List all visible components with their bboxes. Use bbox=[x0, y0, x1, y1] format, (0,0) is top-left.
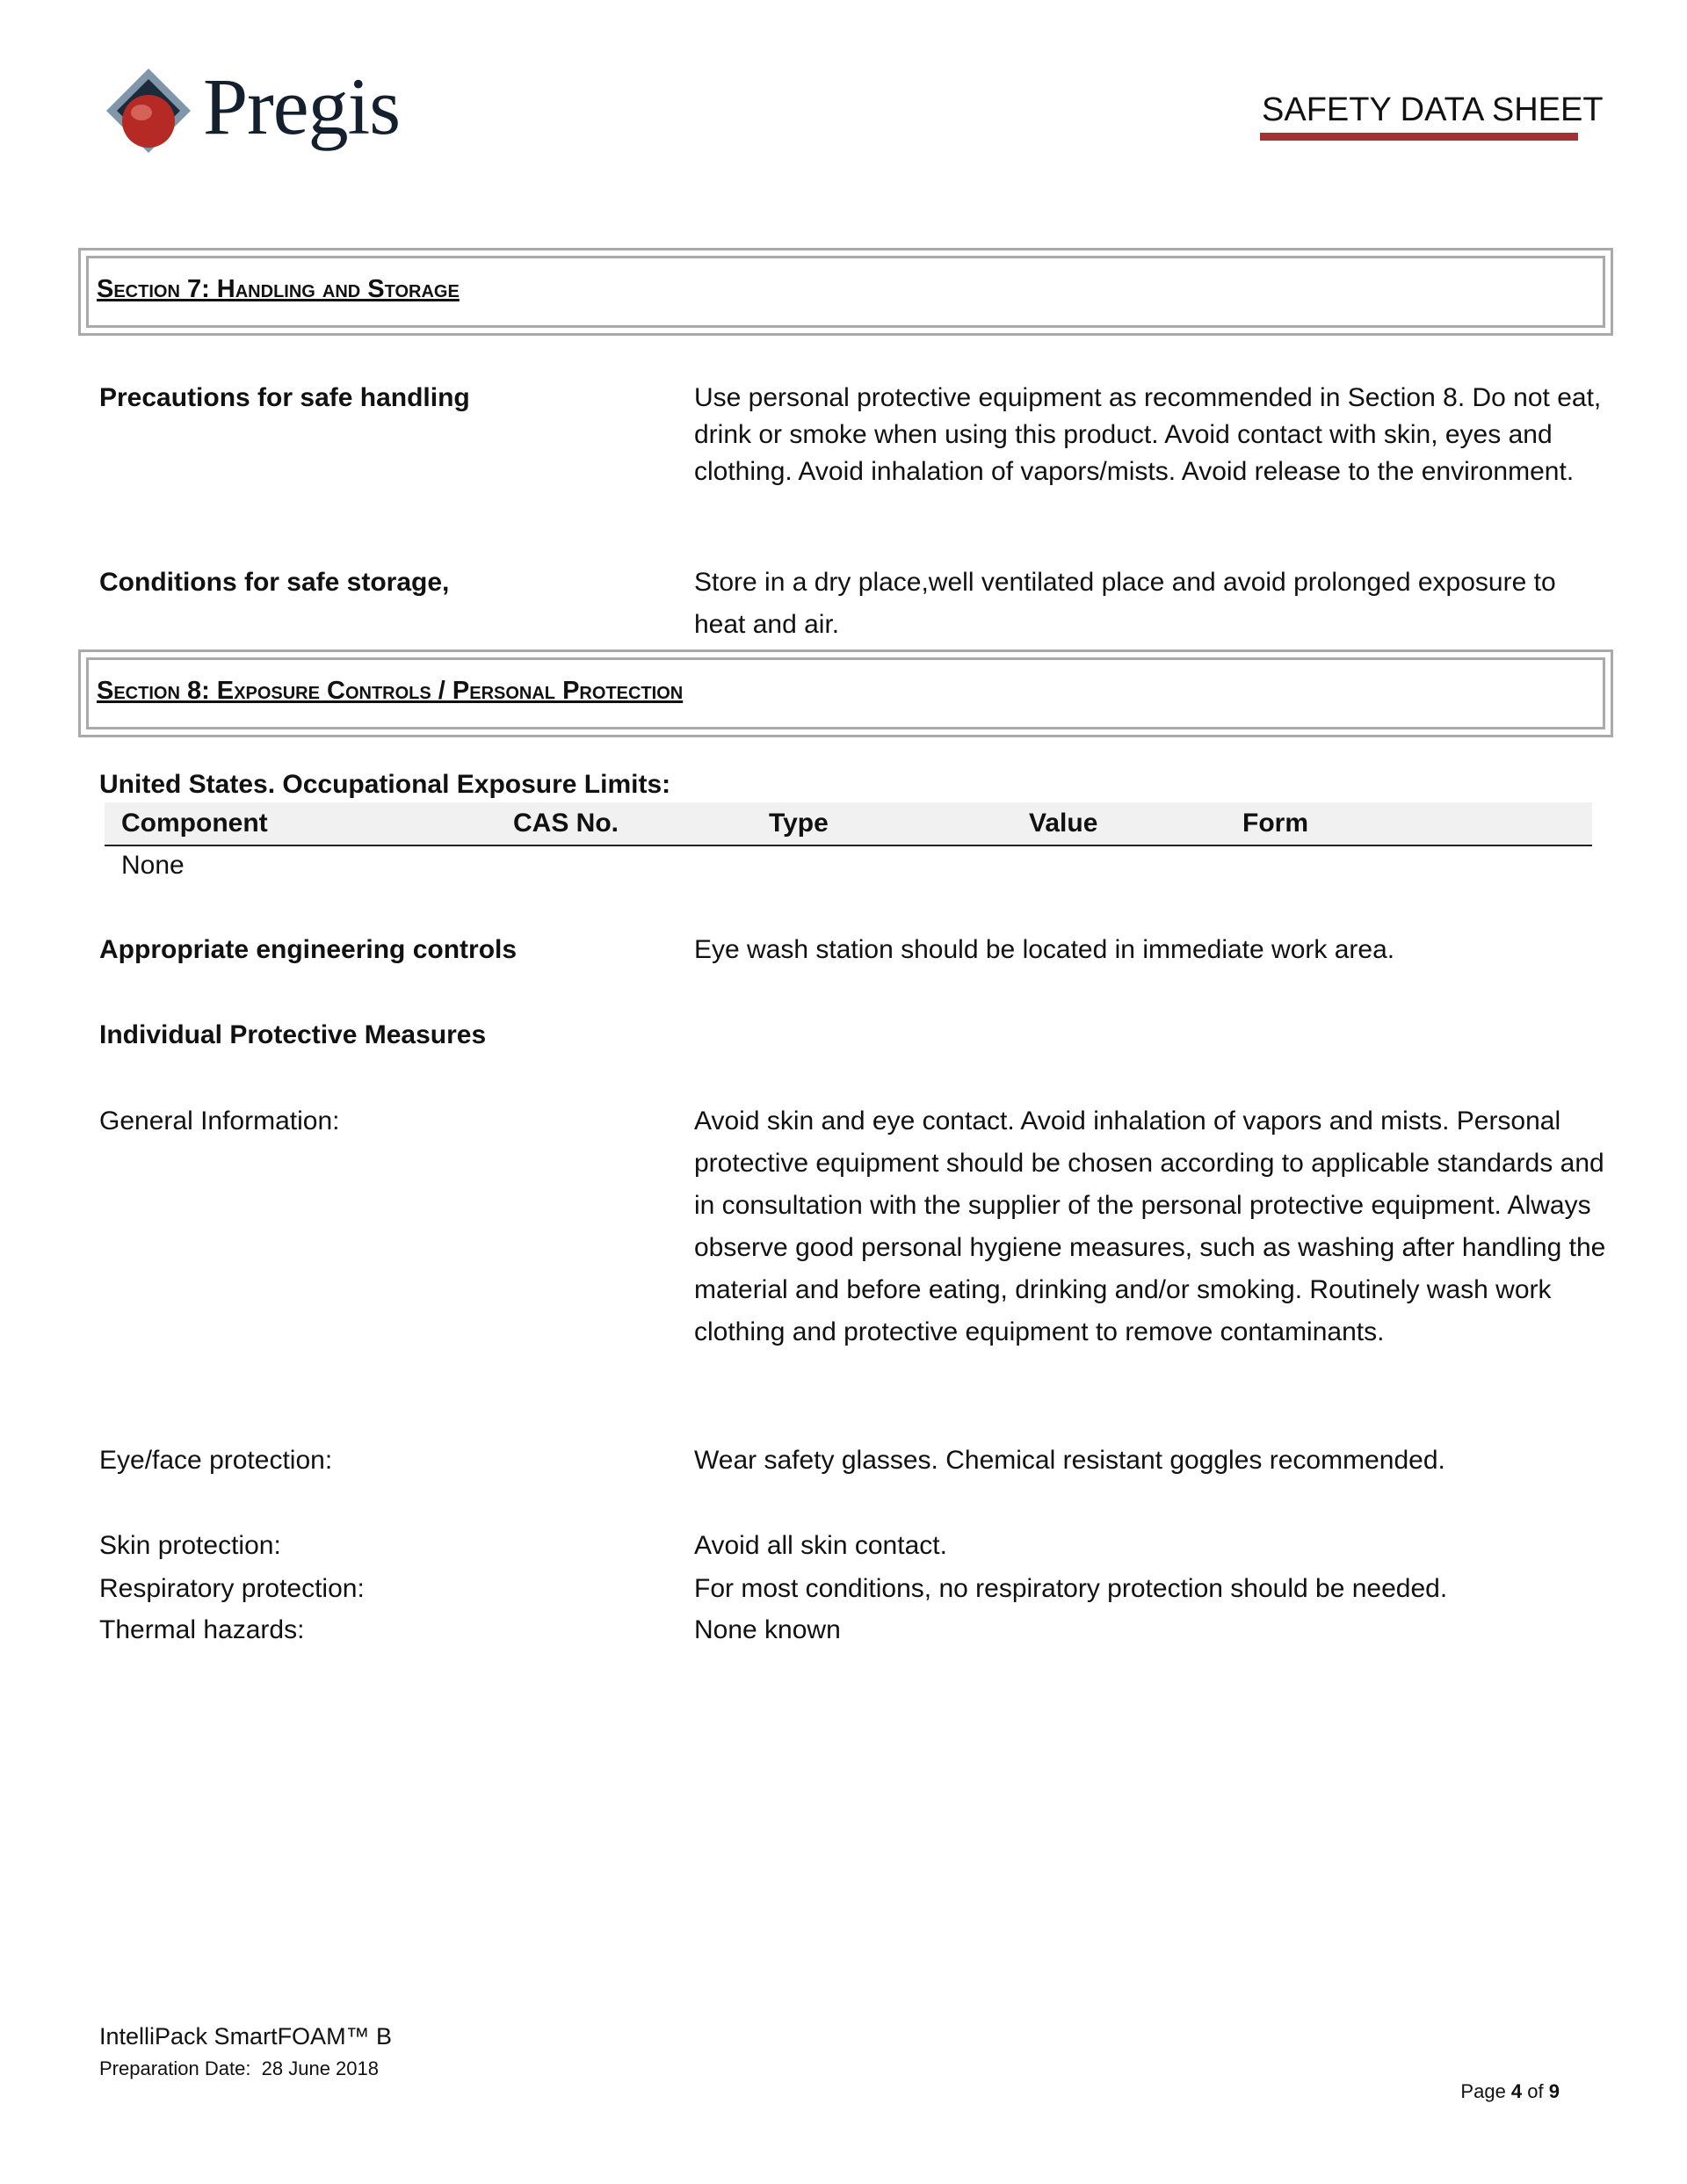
footer-product: IntelliPack SmartFOAM™ B bbox=[99, 2023, 393, 2050]
general-label: General Information: bbox=[99, 1107, 340, 1136]
page-total: 9 bbox=[1548, 2080, 1560, 2102]
col-component: Component bbox=[121, 809, 268, 838]
precautions-label: Precautions for safe handling bbox=[99, 383, 470, 412]
precautions-value: Use personal protective equipment as recommended in Section 8. Do not eat, drink or smoke when using this product. Avoid contact with skin, eyes and clothing. Avoid inhalation of vapors/mists. Avoid release to the environment. bbox=[694, 383, 1602, 486]
col-type: Type bbox=[769, 809, 829, 838]
col-form: Form bbox=[1242, 809, 1308, 838]
engineering-value: Eye wash station should be located in immediate work area. bbox=[694, 935, 1395, 964]
individual-heading: Individual Protective Measures bbox=[99, 1020, 487, 1049]
pregis-diamond-icon bbox=[105, 67, 192, 155]
skin-label: Skin protection: bbox=[99, 1531, 281, 1560]
pregis-logo bbox=[105, 62, 421, 155]
footer-prep-date: Preparation Date: 28 June 2018 bbox=[99, 2057, 380, 2079]
col-cas: CAS No. bbox=[513, 809, 619, 838]
oel-table-header bbox=[105, 802, 1592, 846]
storage-label: Conditions for safe storage, bbox=[99, 568, 450, 597]
general-value: Avoid skin and eye contact. Avoid inhalation of vapors and mists. Personal protective equipment should be chosen according to applicable standards and in consultation with the supplier of the personal protective equipment. Always observe good personal hygiene measures, such as washing after handling the material and before eating, drinking and/or smoking. Routinely wash work clothing and protective equipment to remove contaminants. bbox=[694, 1107, 1606, 1346]
section-7-header bbox=[78, 248, 1613, 336]
page-current: 4 bbox=[1510, 2080, 1523, 2102]
section-8-title: Section 8: Exposure Controls / Personal Protection bbox=[97, 677, 684, 705]
logo-text: Pregis bbox=[203, 62, 400, 151]
col-value: Value bbox=[1029, 809, 1098, 838]
oel-table-row: None bbox=[121, 851, 185, 880]
thermal-value: None known bbox=[694, 1615, 841, 1644]
thermal-label: Thermal hazards: bbox=[99, 1615, 305, 1644]
respiratory-value: For most conditions, no respiratory protection should be needed. bbox=[694, 1574, 1448, 1603]
page-of: of bbox=[1522, 2080, 1549, 2102]
storage-value: Store in a dry place,well ventilated place and avoid prolonged exposure to heat and air. bbox=[694, 568, 1556, 639]
engineering-label: Appropriate engineering controls bbox=[99, 935, 518, 964]
footer-page-number bbox=[1450, 2057, 1560, 2103]
section-7-title: Section 7: Handling and Storage bbox=[97, 275, 460, 303]
page-prefix: Page bbox=[1460, 2080, 1511, 2102]
respiratory-label: Respiratory protection: bbox=[99, 1574, 365, 1603]
doc-type-title: SAFETY DATA SHEET bbox=[1262, 91, 1604, 128]
eye-label: Eye/face protection: bbox=[99, 1446, 333, 1475]
eye-value: Wear safety glasses. Chemical resistant goggles recommended. bbox=[694, 1446, 1445, 1475]
oel-heading: United States. Occupational Exposure Limits: bbox=[99, 770, 671, 799]
header-accent-bar bbox=[1260, 133, 1578, 141]
section-8-header bbox=[78, 649, 1613, 737]
skin-value: Avoid all skin contact. bbox=[694, 1531, 947, 1560]
